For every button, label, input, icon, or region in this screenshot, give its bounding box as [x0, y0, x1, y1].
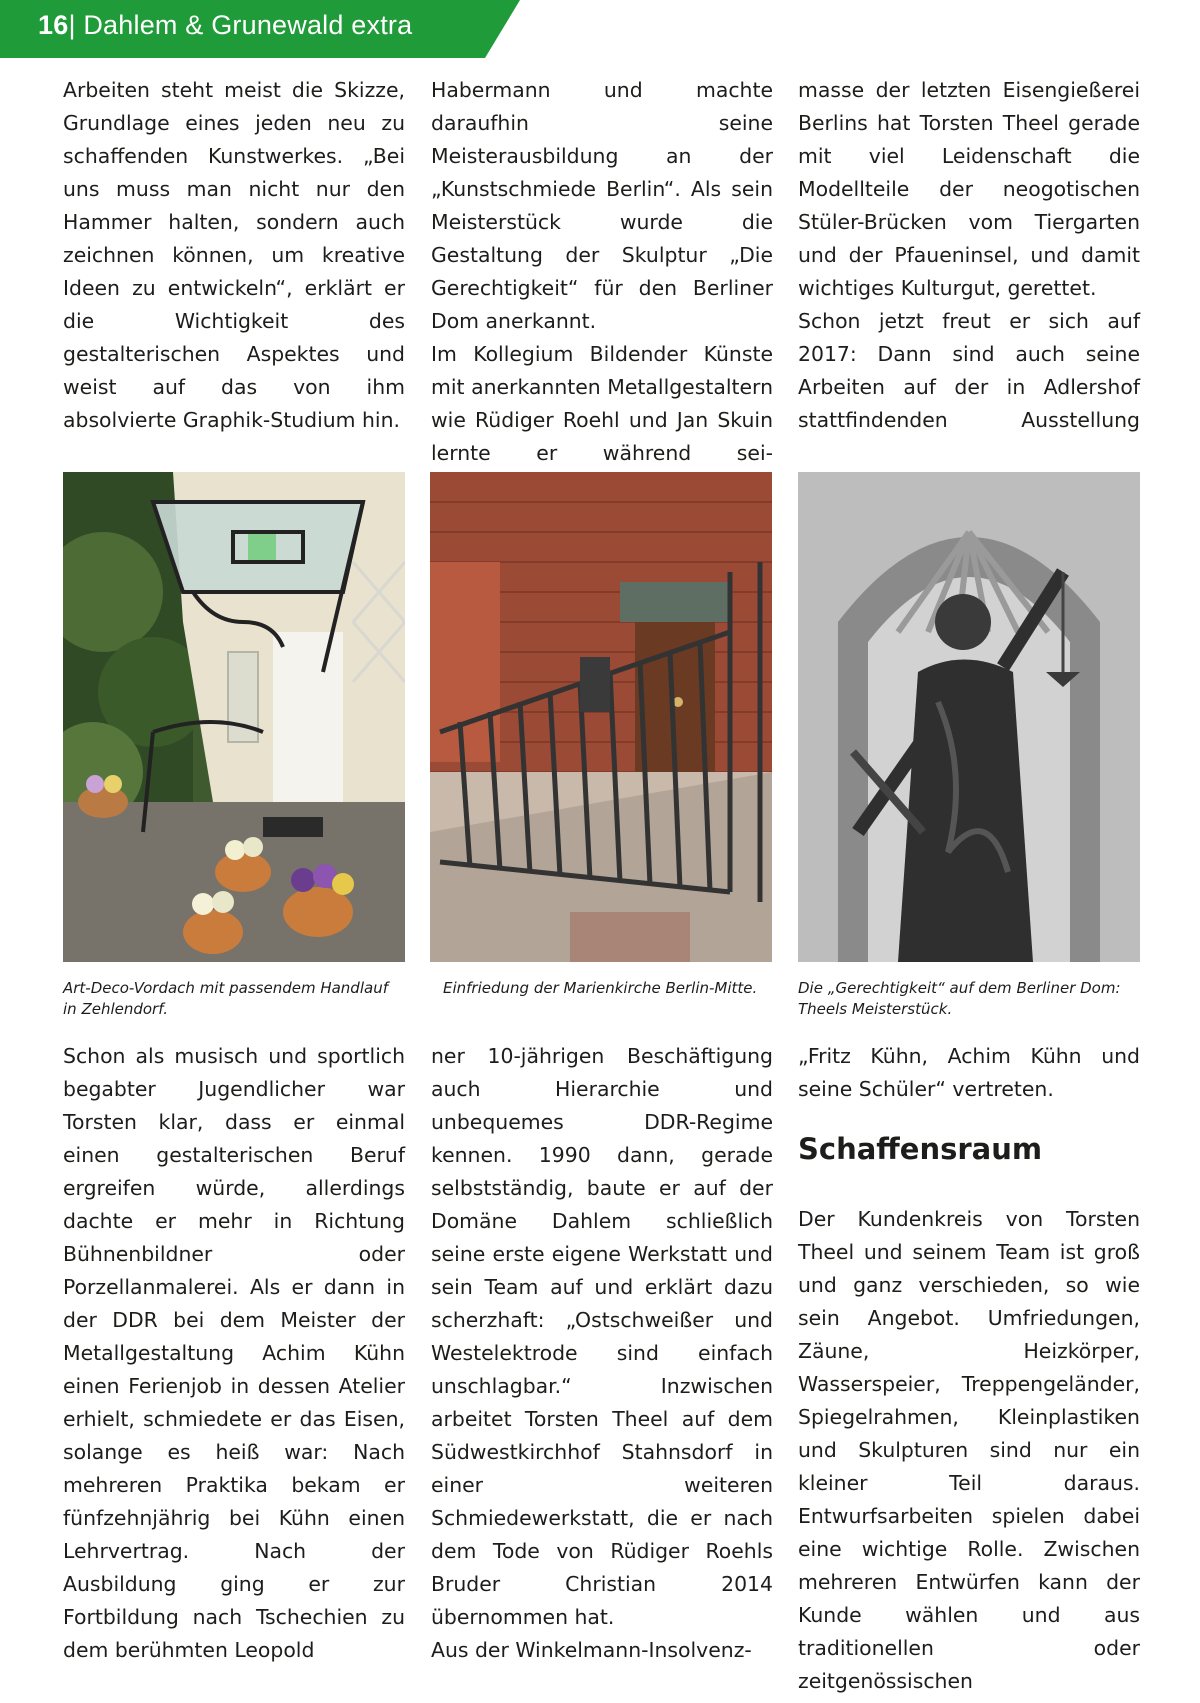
text-column-2-bottom [431, 1040, 773, 1667]
text-column-2-top [431, 74, 773, 470]
photo-art-deco-canopy [63, 472, 405, 962]
paragraph: „Fritz Kühn, Achim Kühn und seine Schüler“ vertreten. [798, 1044, 1140, 1101]
text-column-3-top [798, 74, 1140, 437]
text-column-1-bottom [63, 1040, 405, 1667]
caption-photo-1: Art-Deco-Vordach mit passendem Handlauf in Zehlendorf. [63, 979, 388, 1018]
text-column-3-bottom [798, 1203, 1140, 1698]
section-title: Dahlem & Grunewald extra [83, 10, 413, 40]
text-column-3-bottom-intro [798, 1040, 1140, 1106]
paragraph: Im Kollegium Bildender Künste mit anerkannten Metallgestaltern wie Rüdiger Roehl und Jan Skuin lernte er während sei- [431, 342, 773, 465]
caption-photo-2: Einfriedung der Marienkirche Berlin-Mitte. [443, 979, 758, 997]
paragraph: ner 10-jährigen Beschäftigung auch Hierarchie und unbequemes DDR-Regime kennen. 1990 dann, gerade selbstständig, baute er auf der Domäne Dahlem schließlich seine erste eigene Werkstatt und sein Team auf und erklärt dazu scherzhaft: „Ostschweißer und Westelektrode sind einfach unschlagbar.“ Inzwischen arbeitet Torsten Theel auf dem Südwestkirchhof Stahnsdorf in einer weiteren Schmiedewerkstatt, die er nach dem Tode von Rüdiger Roehls Bruder Christian 2014 übernommen hat. [431, 1044, 773, 1629]
photo-gerechtigkeit-statue [798, 472, 1140, 962]
paragraph: Habermann und machte daraufhin seine Meisterausbildung an der „Kunstschmiede Berlin“. Als sein Meisterstück wurde die Gestaltung der Skulptur „Die Gerechtigkeit“ für den Berliner Dom anerkannt. [431, 78, 773, 333]
header-separator: | [68, 10, 76, 40]
photo-marienkirche-fence [430, 472, 772, 962]
page-number: 16 [38, 10, 69, 40]
section-header [38, 10, 412, 41]
text-column-1-top [63, 74, 405, 437]
paragraph: Arbeiten steht meist die Skizze, Grundlage eines jeden neu zu schaffenden Kunstwerkes. „Bei uns muss man nicht nur den Hammer halten, sondern auch zeichnen können, um kreative Ideen zu entwickeln“, erklärt er die Wichtigkeit des gestalterischen Aspektes und weist auf das von ihm absolvierte Graphik-Studium hin. [63, 78, 405, 432]
paragraph: Schon als musisch und sportlich begabter Jugendlicher war Torsten klar, dass er einmal einen gestalterischen Beruf ergreifen würde, allerdings dachte er mehr in Richtung Bühnenbildner oder Porzellanmalerei. Als er dann in der DDR bei dem Meister der Metallgestaltung Achim Kühn einen Ferienjob in dessen Atelier erhielt, schmiedete er das Eisen, solange es heiß war: Nach mehreren Praktika bekam er fünfzehnjährig bei Kühn einen Lehrvertrag. Nach der Ausbildung ging er zur Fortbildung nach Tschechien zu dem berühmten Leopold [63, 1044, 405, 1662]
paragraph: Schon jetzt freut er sich auf 2017: Dann sind auch seine Arbeiten auf der in Adlershof stattfindenden Ausstellung [798, 309, 1140, 432]
statue-illustration [798, 472, 1140, 962]
caption-photo-3: Die „Gerechtigkeit“ auf dem Berliner Dom: Theels Meisterstück. [798, 979, 1121, 1018]
paragraph: Aus der Winkelmann-Insolvenz- [431, 1638, 752, 1662]
paragraph: Der Kundenkreis von Torsten Theel und seinem Team ist groß und ganz verschieden, so wie sein Angebot. Umfriedungen, Zäune, Heizkörper, Wasserspeier, Treppengeländer, Spiegelrahmen, Kleinplastiken und Skulpturen sind nur ein kleiner Teil daraus. Entwurfsarbeiten spielen dabei eine wichtige Rolle. Zwischen mehreren Entwürfen kann der Kunde wählen und aus traditionellen oder zeitgenössischen [798, 1207, 1140, 1693]
paragraph: masse der letzten Eisengießerei Berlins hat Torsten Theel gerade mit viel Leidenschaft die Modellteile der neogotischen Stüler-Brücken vom Tiergarten und der Pfaueninsel, und damit wichtiges Kulturgut, gerettet. [798, 78, 1140, 300]
canopy-illustration [63, 472, 405, 962]
subheading-schaffensraum: Schaffensraum [798, 1132, 1043, 1166]
fence-illustration [430, 472, 772, 962]
